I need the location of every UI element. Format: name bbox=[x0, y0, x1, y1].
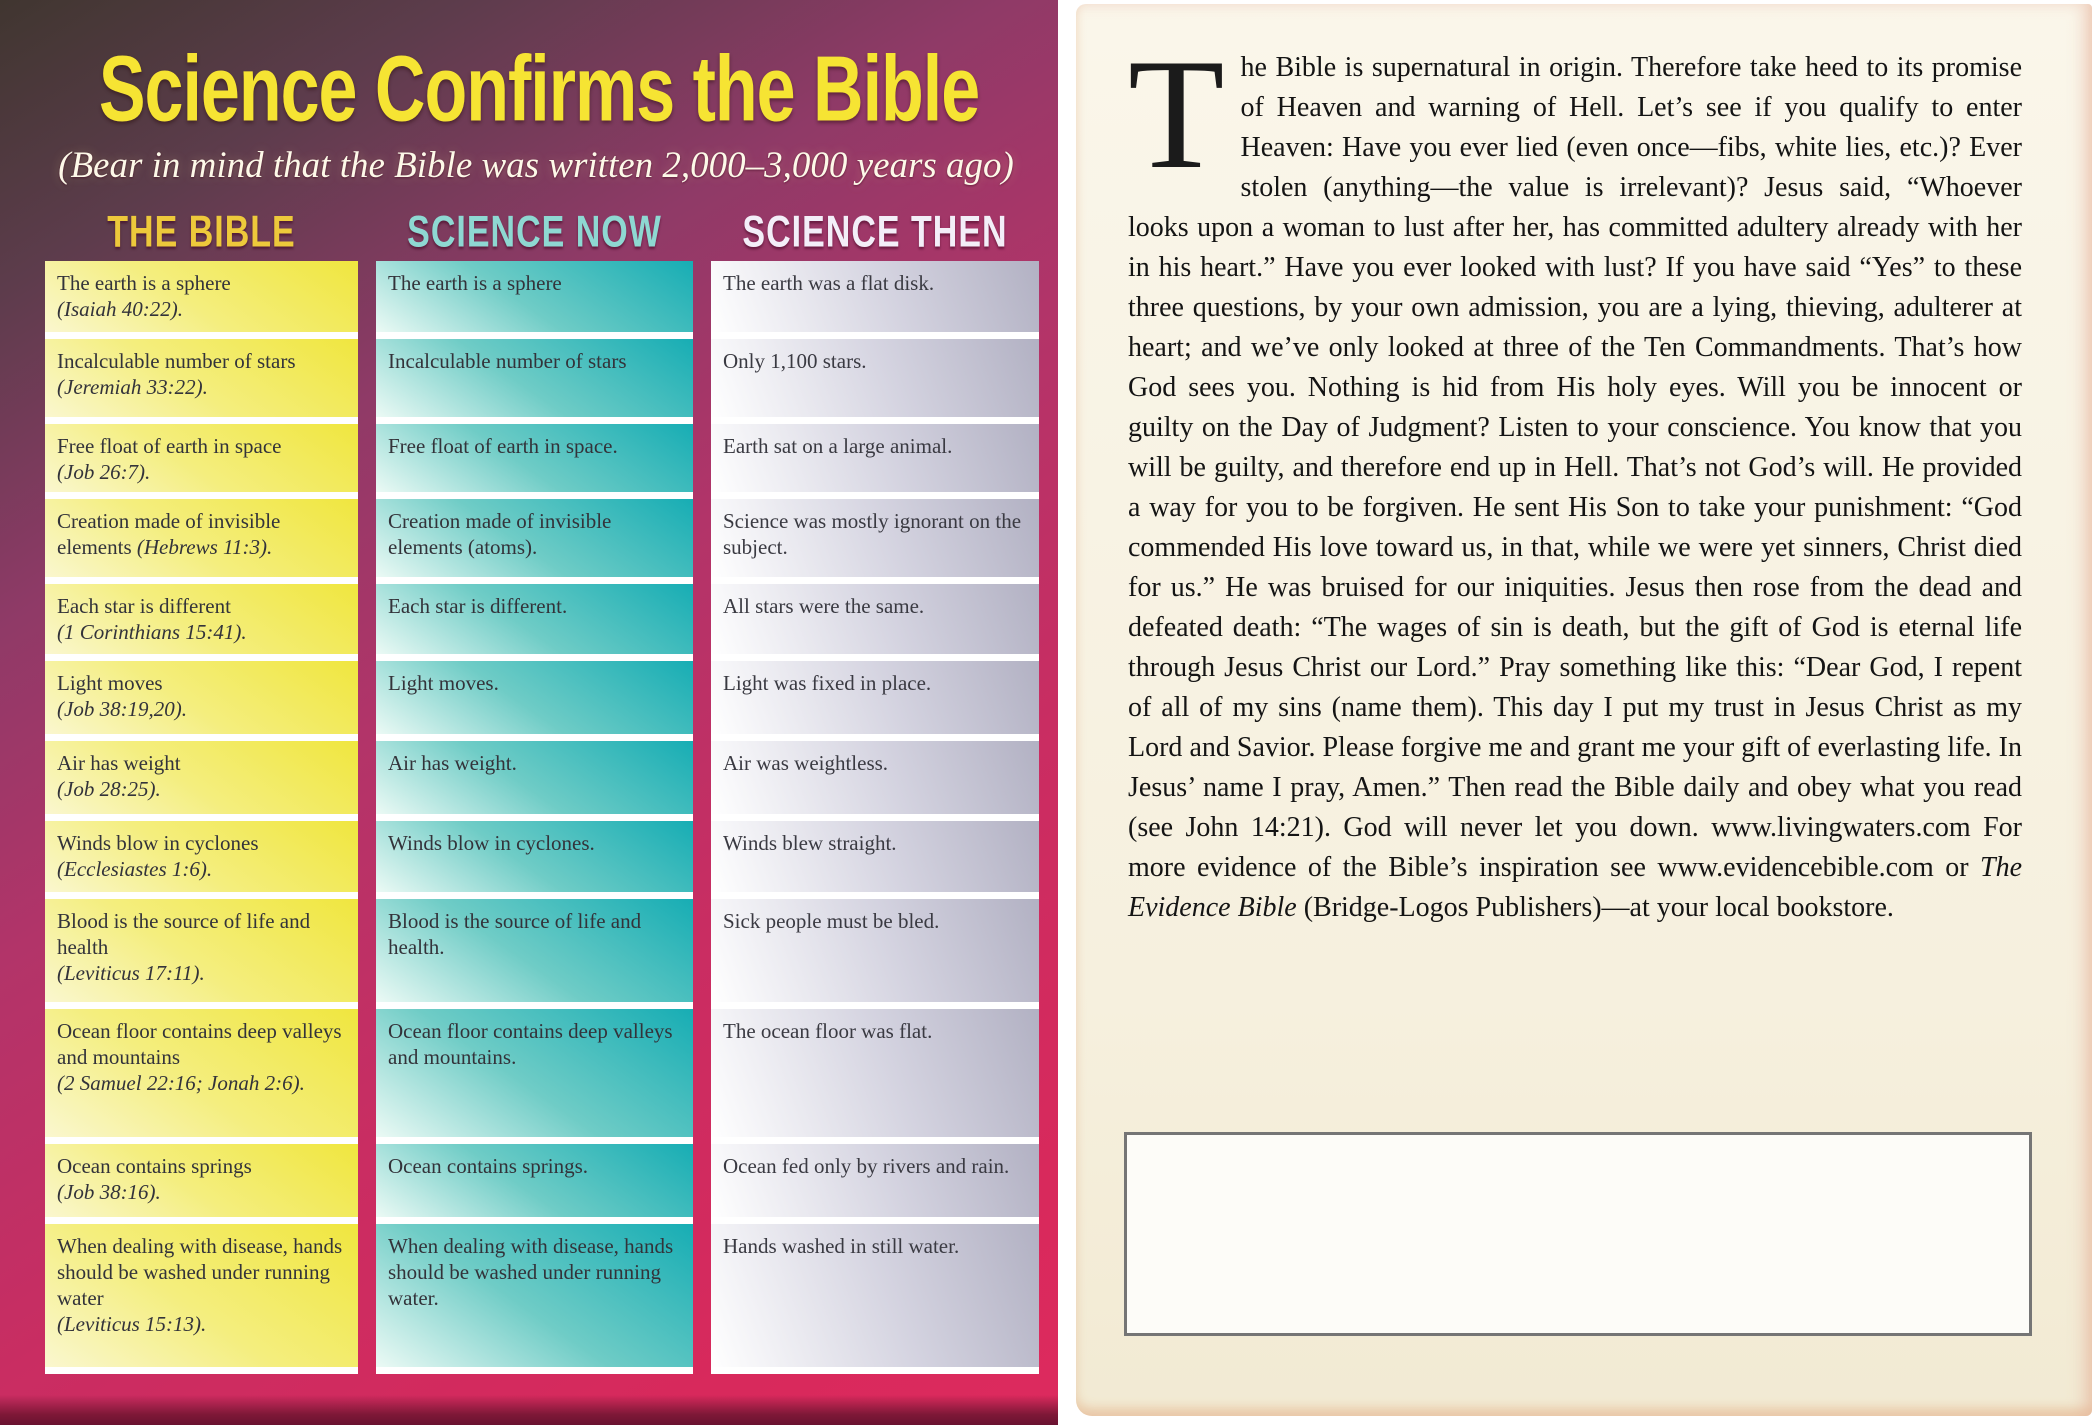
table-cell-bible bbox=[45, 261, 358, 339]
table-cell-then: Light was fixed in place. bbox=[711, 661, 1039, 741]
drop-cap: T bbox=[1128, 27, 1225, 202]
bible-claim-text: Creation made of invisible elements bbox=[57, 509, 281, 559]
table-cell-now: Blood is the source of life and health. bbox=[376, 899, 693, 1009]
bible-claim-text: Blood is the source of life and health bbox=[57, 909, 311, 959]
bible-reference: (Job 28:25). bbox=[57, 777, 161, 801]
bible-claim-text: Each star is different bbox=[57, 594, 231, 618]
table-cell-then: Sick people must be bled. bbox=[711, 899, 1039, 1009]
table-cell-bible bbox=[45, 899, 358, 1009]
table-cell-then: Hands washed in still water. bbox=[711, 1224, 1039, 1374]
bible-claim-text: Free float of earth in space bbox=[57, 434, 282, 458]
table-cell-now: Air has weight. bbox=[376, 741, 693, 821]
table-cell-now: Creation made of invisible elements (atoms). bbox=[376, 499, 693, 584]
table-cell-then: Winds blew straight. bbox=[711, 821, 1039, 899]
bible-claim-text: Incalculable number of stars bbox=[57, 349, 296, 373]
table-cell-now: Ocean floor contains deep valleys and mountains. bbox=[376, 1009, 693, 1144]
bible-claim-text: Winds blow in cyclones bbox=[57, 831, 259, 855]
table-cell-bible bbox=[45, 821, 358, 899]
bible-reference: (Job 38:19,20). bbox=[57, 697, 188, 721]
bible-reference: (Isaiah 40:22). bbox=[57, 297, 183, 321]
page-title: Science Confirms the Bible bbox=[98, 36, 980, 141]
bible-claim-text: Air has weight bbox=[57, 751, 181, 775]
table-cell-then: Ocean fed only by rivers and rain. bbox=[711, 1144, 1039, 1224]
table-cell-bible bbox=[45, 1224, 358, 1374]
table-cell-now: Light moves. bbox=[376, 661, 693, 741]
table-cell-bible bbox=[45, 1009, 358, 1144]
bible-reference: (Jeremiah 33:22). bbox=[57, 375, 208, 399]
table-cell-now: Winds blow in cyclones. bbox=[376, 821, 693, 899]
page-subtitle: (Bear in mind that the Bible was written 2,000–3,000 years ago) bbox=[58, 145, 1014, 186]
column-headers bbox=[45, 203, 1058, 258]
table-cell-then: All stars were the same. bbox=[711, 584, 1039, 661]
bible-reference: (Leviticus 17:11). bbox=[57, 961, 205, 985]
table-cell-then: Earth sat on a large animal. bbox=[711, 424, 1039, 499]
bible-reference: (Job 38:16). bbox=[57, 1180, 161, 1204]
bible-claim-text: Light moves bbox=[57, 671, 163, 695]
table-cell-now: Each star is different. bbox=[376, 584, 693, 661]
table-cell-bible bbox=[45, 1144, 358, 1224]
table-cell-now: Free float of earth in space. bbox=[376, 424, 693, 499]
table-cell-bible bbox=[45, 339, 358, 424]
table-cell-now: Ocean contains springs. bbox=[376, 1144, 693, 1224]
blank-stamp-box bbox=[1124, 1132, 2032, 1336]
column-header-science-now: SCIENCE NOW bbox=[407, 206, 662, 258]
table-cell-then: Air was weightless. bbox=[711, 741, 1039, 821]
table-cell-now: The earth is a sphere bbox=[376, 261, 693, 339]
gospel-body-text bbox=[1128, 27, 2022, 928]
bible-claim-text: Ocean floor contains deep valleys and mountains bbox=[57, 1019, 342, 1069]
table-cell-then: Only 1,100 stars. bbox=[711, 339, 1039, 424]
table-cell-bible bbox=[45, 741, 358, 821]
table-cell-now: Incalculable number of stars bbox=[376, 339, 693, 424]
bible-reference: (2 Samuel 22:16; Jonah 2:6). bbox=[57, 1071, 305, 1095]
bible-reference: (1 Corinthians 15:41). bbox=[57, 620, 247, 644]
table-cell-bible bbox=[45, 661, 358, 741]
page-bottom-shade bbox=[0, 1395, 1058, 1425]
table-cell-then: Science was mostly ignorant on the subject. bbox=[711, 499, 1039, 584]
table-cell-then: The ocean floor was flat. bbox=[711, 1009, 1039, 1144]
right-page bbox=[1076, 4, 2092, 1416]
table-cell-bible bbox=[45, 584, 358, 661]
column-header-science-then: SCIENCE THEN bbox=[742, 206, 1008, 258]
bible-claim-text: When dealing with disease, hands should be washed under running water bbox=[57, 1234, 343, 1310]
table-cell-then: The earth was a flat disk. bbox=[711, 261, 1039, 339]
column-header-the-bible: THE BIBLE bbox=[107, 206, 296, 258]
body-text-end: (Bridge-Logos Publishers)—at your local bookstore. bbox=[1296, 892, 1894, 923]
bible-reference: (Leviticus 15:13). bbox=[57, 1312, 207, 1336]
bible-reference: (Hebrews 11:3). bbox=[136, 535, 273, 559]
bible-claim-text: The earth is a sphere bbox=[57, 271, 231, 295]
bible-reference: (Job 26:7). bbox=[57, 460, 151, 484]
comparison-table bbox=[45, 261, 1058, 1374]
body-text-main: he Bible is supernatural in origin. Therefore take heed to its promise of Heaven and warning of Hell. Let’s see if you qualify to enter Heaven: Have you ever lied (even once—fibs, white lies, etc.)? Ever stolen (anything—the value is irrelevant)? Jesus said, “Whoever looks upon a woman to lust after her, has committed adultery already with her in his heart.” Have you ever looked with lust? If you have said “Yes” to these three questions, by your own admission, you are a lying, thieving, adulterer at heart; and we’ve only looked at three of the Ten Commandments. That’s how God sees you. Nothing is hid from His holy eyes. Will you be innocent or guilty on the Day of Judgment? Listen to your conscience. You know that you will be guilty, and therefore end up in Hell. That’s not God’s will. He provided a way for you to be forgiven. He sent His Son to take your punishment: “God commended His love toward us, in that, while we were yet sinners, Christ died for us.” He was bruised for our iniquities. Jesus then rose from the dead and defeated death: “The wages of sin is death, but the gift of God is eternal life through Jesus Christ our Lord.” Pray something like this: “Dear God, I repent of all of my sins (name them). This day I put my trust in Jesus Christ as my Lord and Savior. Please forgive me and grant me your gift of everlasting life. In Jesus’ name I pray, Amen.” Then read the Bible daily and obey what you read (see John 14:21). God will never let you down. www.livingwaters.com For more evidence of the Bible’s inspiration see www.evidencebible.com or bbox=[1128, 52, 2022, 883]
bible-reference: (Ecclesiastes 1:6). bbox=[57, 857, 213, 881]
table-cell-now: When dealing with disease, hands should be washed under running water. bbox=[376, 1224, 693, 1374]
bible-claim-text: Ocean contains springs bbox=[57, 1154, 252, 1178]
table-cell-bible bbox=[45, 424, 358, 499]
table-cell-bible bbox=[45, 499, 358, 584]
body-text-book-title: The Evidence Bible bbox=[1128, 852, 2022, 923]
